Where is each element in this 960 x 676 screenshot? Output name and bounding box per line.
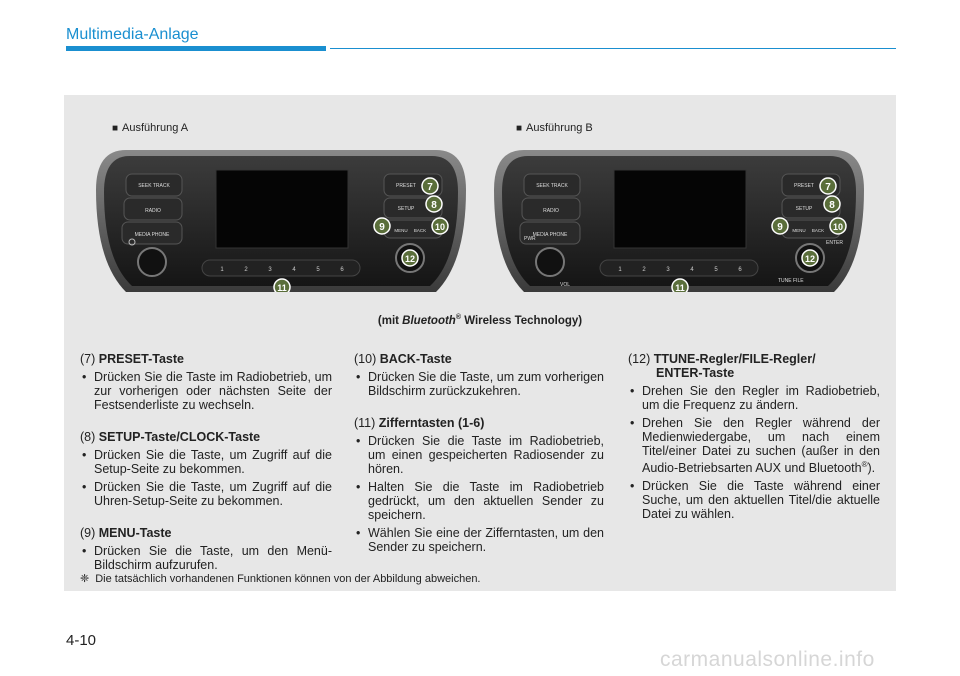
setup-button: SETUP <box>795 206 813 212</box>
list-item: • Wählen Sie eine der Zifferntasten, um den Sender zu speichern. <box>354 526 604 554</box>
tune-file-label: TUNE FILE <box>778 278 804 284</box>
media-phone-button: MEDIA PHONE <box>134 232 170 238</box>
preset-key-3: 3 <box>666 267 670 273</box>
page-number: 4-10 <box>66 632 97 649</box>
callout-9: 9 <box>777 222 783 233</box>
section-12-heading: (12) TTUNE-Regler/FILE-Regler/ ENTER-Taste <box>628 352 816 380</box>
preset-key-6: 6 <box>738 267 742 273</box>
preset-button: PRESET <box>395 183 417 189</box>
enter-label: ENTER <box>826 240 843 246</box>
vol-label: VOL <box>560 282 571 288</box>
preset-key-6: 6 <box>340 267 344 273</box>
callout-11: 11 <box>277 283 287 292</box>
head-unit-a <box>96 150 466 292</box>
radio-button: RADIO <box>145 208 161 214</box>
preset-key-4: 4 <box>292 267 296 273</box>
preset-key-5: 5 <box>316 267 320 273</box>
section-7-heading: (7) PRESET-Taste <box>80 352 184 366</box>
menu-button: MENU <box>792 228 806 233</box>
header-rule <box>330 48 896 49</box>
preset-key-3: 3 <box>268 267 272 273</box>
seek-track-button: SEEK TRACK <box>536 183 568 189</box>
note-mark-icon: ❈ <box>80 573 90 585</box>
footnote: ❈ Die tatsächlich vorhandenen Funktionen können von der Abbildung abweichen. <box>80 573 481 585</box>
display-screen <box>614 170 746 248</box>
callout-12: 12 <box>804 254 816 264</box>
section-9-heading: (9) MENU-Taste <box>80 526 172 540</box>
list-item: • Drücken Sie die Taste, um den Menü-Bildschirm aufzurufen. <box>80 544 332 572</box>
header-bar <box>66 46 326 51</box>
list-item: • Drücken Sie die Taste während einer Suche, um den aktuellen Titel/die aktuelle Datei zu wählen. <box>628 479 880 521</box>
section-10-heading: (10) BACK-Taste <box>354 352 452 366</box>
variant-b-label: ■ Ausführung B <box>516 122 593 134</box>
callout-9: 9 <box>379 222 385 233</box>
text-column-1 <box>80 352 332 576</box>
menu-button: MENU <box>394 228 408 233</box>
list-item: • Drücken Sie die Taste, um Zugriff auf die Uhren-Setup-Seite zu bekommen. <box>80 480 332 508</box>
callout-7: 7 <box>825 182 831 193</box>
list-item: • Drehen Sie den Regler im Radiobetrieb, um die Frequenz zu ändern. <box>628 384 880 412</box>
preset-button: PRESET <box>793 183 815 189</box>
callout-7: 7 <box>427 182 433 193</box>
callout-10: 10 <box>434 222 446 232</box>
section-title: Multimedia-Anlage <box>66 26 199 43</box>
list-item: • Drücken Sie die Taste, um Zugriff auf die Setup-Seite zu bekommen. <box>80 448 332 476</box>
figure-caption: (mit Bluetooth® Wireless Technology) <box>377 314 583 327</box>
preset-key-2: 2 <box>642 267 646 273</box>
setup-button: SETUP <box>397 206 415 212</box>
section-8-heading: (8) SETUP-Taste/CLOCK-Taste <box>80 430 261 444</box>
radio-button: RADIO <box>543 208 559 214</box>
callout-10: 10 <box>832 222 844 232</box>
back-button: BACK <box>811 228 825 233</box>
back-button: BACK <box>413 228 427 233</box>
volume-knob <box>536 248 564 276</box>
media-phone-button: MEDIA PHONE <box>532 232 568 238</box>
preset-key-2: 2 <box>244 267 248 273</box>
section-11-heading: (11) Zifferntasten (1-6) <box>354 416 485 430</box>
list-item: • Drehen Sie den Regler während der Medienwiedergabe, um nach einem Titel/einer Datei zu suchen (außer in den Audio-Betriebsarten AUX und Bluetooth®). <box>628 416 880 475</box>
variant-a-label: ■ Ausführung A <box>112 122 189 134</box>
square-bullet-icon: ■ <box>112 123 119 134</box>
callout-11: 11 <box>675 283 685 292</box>
text-column-2 <box>354 352 604 558</box>
list-item: • Halten Sie die Taste im Radiobetrieb gedrückt, um den aktuellen Sender zu speichern. <box>354 480 604 522</box>
pwr-label: PWR <box>524 236 536 242</box>
text-column-3 <box>628 352 880 525</box>
callout-8: 8 <box>829 200 835 211</box>
preset-key-1: 1 <box>220 267 224 273</box>
callout-8: 8 <box>431 200 437 211</box>
list-item: • Drücken Sie die Taste im Radiobetrieb, um einen gespeicherten Radiosender zu hören. <box>354 434 604 476</box>
watermark: carmanualsonline.info <box>660 648 875 671</box>
preset-key-4: 4 <box>690 267 694 273</box>
head-unit-b <box>494 150 864 292</box>
seek-track-button: SEEK TRACK <box>138 183 170 189</box>
list-item: • Drücken Sie die Taste, um zum vorherigen Bildschirm zurückzukehren. <box>354 370 604 398</box>
square-bullet-icon: ■ <box>516 123 523 134</box>
volume-knob <box>138 248 166 276</box>
preset-key-5: 5 <box>714 267 718 273</box>
list-item: • Drücken Sie die Taste im Radiobetrieb, um zur vorherigen oder nächsten Seite der Festsenderliste zu wechseln. <box>80 370 332 412</box>
callout-12: 12 <box>404 254 416 264</box>
preset-key-1: 1 <box>618 267 622 273</box>
display-screen <box>216 170 348 248</box>
